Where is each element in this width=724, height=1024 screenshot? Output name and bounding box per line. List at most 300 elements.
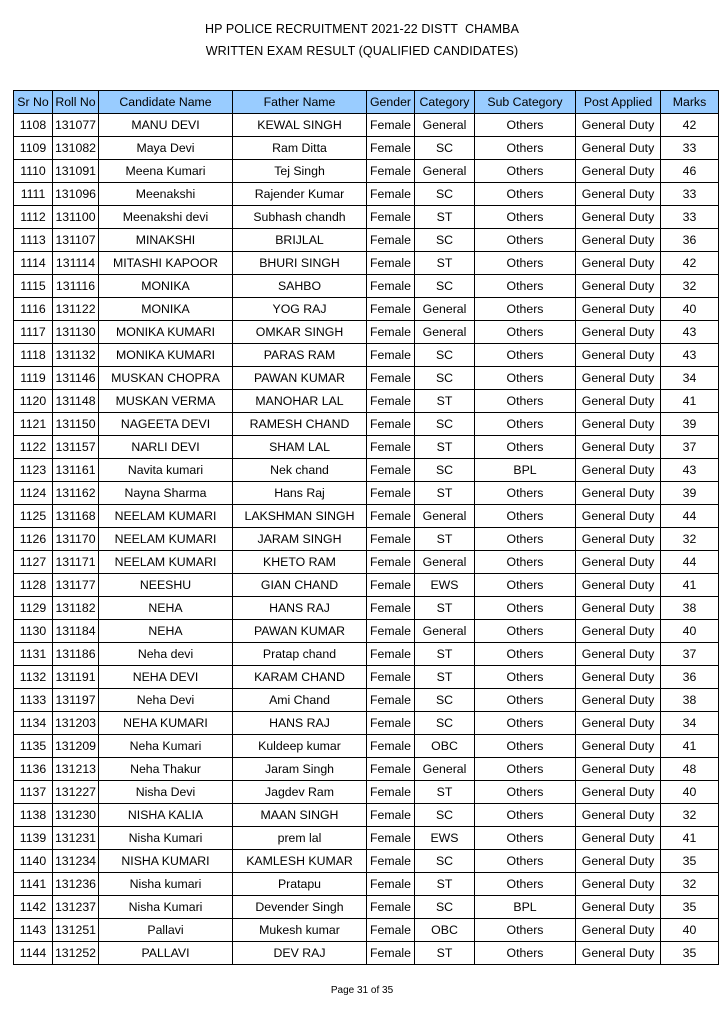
father-name-cell: SAHBO	[233, 275, 367, 298]
candidate-name-cell: MUSKAN VERMA	[99, 390, 233, 413]
roll-no-cell: 131177	[53, 574, 99, 597]
table-row	[14, 505, 719, 528]
post-applied-cell: General Duty	[576, 620, 661, 643]
table-row	[14, 735, 719, 758]
roll-no-cell: 131091	[53, 160, 99, 183]
post-applied-cell: General Duty	[576, 551, 661, 574]
candidate-name-cell: Neha Devi	[99, 689, 233, 712]
table-row	[14, 183, 719, 206]
marks-cell: 36	[661, 229, 719, 252]
sub-category-cell: Others	[475, 850, 576, 873]
post-applied-cell: General Duty	[576, 229, 661, 252]
table-row	[14, 758, 719, 781]
marks-cell: 33	[661, 183, 719, 206]
gender-cell: Female	[367, 689, 415, 712]
sr-no-cell: 1140	[14, 850, 53, 873]
gender-cell: Female	[367, 344, 415, 367]
post-applied-cell: General Duty	[576, 252, 661, 275]
gender-cell: Female	[367, 919, 415, 942]
gender-cell: Female	[367, 781, 415, 804]
roll-no-cell: 131161	[53, 459, 99, 482]
header-row	[14, 91, 719, 114]
roll-no-cell: 131182	[53, 597, 99, 620]
roll-no-cell: 131230	[53, 804, 99, 827]
sub-category-cell: Others	[475, 942, 576, 965]
post-applied-cell: General Duty	[576, 735, 661, 758]
table-row	[14, 528, 719, 551]
father-name-cell: Jagdev Ram	[233, 781, 367, 804]
post-applied-cell: General Duty	[576, 574, 661, 597]
roll-no-cell: 131130	[53, 321, 99, 344]
candidate-name-cell: NEELAM KUMARI	[99, 528, 233, 551]
father-name-cell: Mukesh kumar	[233, 919, 367, 942]
sub-category-cell: Others	[475, 275, 576, 298]
table-row	[14, 919, 719, 942]
post-applied-cell: General Duty	[576, 666, 661, 689]
roll-no-cell: 131116	[53, 275, 99, 298]
gender-cell: Female	[367, 206, 415, 229]
category-cell: SC	[415, 229, 475, 252]
father-name-cell: Hans Raj	[233, 482, 367, 505]
table-row	[14, 413, 719, 436]
post-applied-cell: General Duty	[576, 528, 661, 551]
gender-cell: Female	[367, 712, 415, 735]
category-cell: ST	[415, 252, 475, 275]
sr-no-cell: 1131	[14, 643, 53, 666]
marks-cell: 40	[661, 919, 719, 942]
marks-cell: 32	[661, 804, 719, 827]
father-name-cell: LAKSHMAN SINGH	[233, 505, 367, 528]
post-applied-cell: General Duty	[576, 942, 661, 965]
father-name-cell: KHETO RAM	[233, 551, 367, 574]
marks-cell: 48	[661, 758, 719, 781]
father-name-cell: JARAM SINGH	[233, 528, 367, 551]
sr-no-cell: 1135	[14, 735, 53, 758]
gender-cell: Female	[367, 298, 415, 321]
roll-no-cell: 131096	[53, 183, 99, 206]
marks-cell: 42	[661, 114, 719, 137]
roll-no-cell: 131213	[53, 758, 99, 781]
column-header-sub-category: Sub Category	[475, 91, 576, 114]
table-row	[14, 114, 719, 137]
father-name-cell: KEWAL SINGH	[233, 114, 367, 137]
marks-cell: 34	[661, 712, 719, 735]
father-name-cell: MANOHAR LAL	[233, 390, 367, 413]
roll-no-cell: 131114	[53, 252, 99, 275]
sub-category-cell: Others	[475, 229, 576, 252]
category-cell: SC	[415, 275, 475, 298]
gender-cell: Female	[367, 275, 415, 298]
sub-category-cell: Others	[475, 298, 576, 321]
table-row	[14, 229, 719, 252]
gender-cell: Female	[367, 896, 415, 919]
father-name-cell: Pratapu	[233, 873, 367, 896]
candidate-name-cell: Neha Thakur	[99, 758, 233, 781]
category-cell: ST	[415, 666, 475, 689]
column-header-roll-no: Roll No	[53, 91, 99, 114]
post-applied-cell: General Duty	[576, 275, 661, 298]
table-row	[14, 459, 719, 482]
gender-cell: Female	[367, 850, 415, 873]
father-name-cell: DEV RAJ	[233, 942, 367, 965]
roll-no-cell: 131150	[53, 413, 99, 436]
category-cell: SC	[415, 689, 475, 712]
sub-category-cell: Others	[475, 344, 576, 367]
roll-no-cell: 131236	[53, 873, 99, 896]
candidate-name-cell: Neha Kumari	[99, 735, 233, 758]
marks-cell: 35	[661, 896, 719, 919]
category-cell: EWS	[415, 827, 475, 850]
sr-no-cell: 1121	[14, 413, 53, 436]
candidate-name-cell: MUSKAN CHOPRA	[99, 367, 233, 390]
table-row	[14, 643, 719, 666]
table-row	[14, 344, 719, 367]
table-row	[14, 873, 719, 896]
category-cell: OBC	[415, 735, 475, 758]
gender-cell: Female	[367, 597, 415, 620]
gender-cell: Female	[367, 321, 415, 344]
category-cell: ST	[415, 206, 475, 229]
sr-no-cell: 1112	[14, 206, 53, 229]
sr-no-cell: 1110	[14, 160, 53, 183]
roll-no-cell: 131234	[53, 850, 99, 873]
sub-category-cell: Others	[475, 873, 576, 896]
father-name-cell: Rajender Kumar	[233, 183, 367, 206]
candidate-name-cell: Meena Kumari	[99, 160, 233, 183]
table-row	[14, 597, 719, 620]
father-name-cell: RAMESH CHAND	[233, 413, 367, 436]
sub-category-cell: Others	[475, 689, 576, 712]
candidate-name-cell: Pallavi	[99, 919, 233, 942]
sr-no-cell: 1122	[14, 436, 53, 459]
sr-no-cell: 1130	[14, 620, 53, 643]
candidate-name-cell: NEHA	[99, 597, 233, 620]
candidate-name-cell: NISHA KUMARI	[99, 850, 233, 873]
table-row	[14, 666, 719, 689]
gender-cell: Female	[367, 413, 415, 436]
table-row	[14, 896, 719, 919]
roll-no-cell: 131203	[53, 712, 99, 735]
post-applied-cell: General Duty	[576, 344, 661, 367]
sr-no-cell: 1124	[14, 482, 53, 505]
column-header-gender: Gender	[367, 91, 415, 114]
roll-no-cell: 131107	[53, 229, 99, 252]
father-name-cell: GIAN CHAND	[233, 574, 367, 597]
roll-no-cell: 131252	[53, 942, 99, 965]
marks-cell: 36	[661, 666, 719, 689]
roll-no-cell: 131077	[53, 114, 99, 137]
gender-cell: Female	[367, 367, 415, 390]
sr-no-cell: 1119	[14, 367, 53, 390]
post-applied-cell: General Duty	[576, 137, 661, 160]
candidate-name-cell: Maya Devi	[99, 137, 233, 160]
gender-cell: Female	[367, 942, 415, 965]
sub-category-cell: Others	[475, 413, 576, 436]
table-body	[14, 114, 719, 965]
sr-no-cell: 1128	[14, 574, 53, 597]
marks-cell: 38	[661, 689, 719, 712]
table-row	[14, 689, 719, 712]
sr-no-cell: 1136	[14, 758, 53, 781]
table-row	[14, 942, 719, 965]
category-cell: SC	[415, 850, 475, 873]
marks-cell: 32	[661, 873, 719, 896]
marks-cell: 41	[661, 574, 719, 597]
roll-no-cell: 131237	[53, 896, 99, 919]
category-cell: ST	[415, 436, 475, 459]
sub-category-cell: Others	[475, 781, 576, 804]
sr-no-cell: 1142	[14, 896, 53, 919]
marks-cell: 38	[661, 597, 719, 620]
gender-cell: Female	[367, 436, 415, 459]
sub-category-cell: Others	[475, 735, 576, 758]
sub-category-cell: Others	[475, 804, 576, 827]
sr-no-cell: 1138	[14, 804, 53, 827]
marks-cell: 37	[661, 643, 719, 666]
father-name-cell: PAWAN KUMAR	[233, 620, 367, 643]
candidate-name-cell: MONIKA	[99, 298, 233, 321]
father-name-cell: Ram Ditta	[233, 137, 367, 160]
post-applied-cell: General Duty	[576, 505, 661, 528]
category-cell: ST	[415, 781, 475, 804]
marks-cell: 33	[661, 206, 719, 229]
table-row	[14, 436, 719, 459]
sr-no-cell: 1125	[14, 505, 53, 528]
post-applied-cell: General Duty	[576, 367, 661, 390]
roll-no-cell: 131186	[53, 643, 99, 666]
post-applied-cell: General Duty	[576, 321, 661, 344]
roll-no-cell: 131170	[53, 528, 99, 551]
marks-cell: 39	[661, 482, 719, 505]
category-cell: EWS	[415, 574, 475, 597]
table-row	[14, 574, 719, 597]
marks-cell: 43	[661, 344, 719, 367]
category-cell: SC	[415, 804, 475, 827]
category-cell: ST	[415, 643, 475, 666]
sub-category-cell: Others	[475, 160, 576, 183]
post-applied-cell: General Duty	[576, 482, 661, 505]
candidate-name-cell: NAGEETA DEVI	[99, 413, 233, 436]
category-cell: ST	[415, 873, 475, 896]
gender-cell: Female	[367, 620, 415, 643]
sub-category-cell: Others	[475, 712, 576, 735]
table-row	[14, 298, 719, 321]
column-header-sr-no: Sr No	[14, 91, 53, 114]
marks-cell: 44	[661, 505, 719, 528]
table-row	[14, 137, 719, 160]
sr-no-cell: 1133	[14, 689, 53, 712]
father-name-cell: Nek chand	[233, 459, 367, 482]
sr-no-cell: 1118	[14, 344, 53, 367]
gender-cell: Female	[367, 482, 415, 505]
category-cell: SC	[415, 137, 475, 160]
sr-no-cell: 1113	[14, 229, 53, 252]
sr-no-cell: 1120	[14, 390, 53, 413]
candidate-name-cell: NEHA DEVI	[99, 666, 233, 689]
column-header-marks: Marks	[661, 91, 719, 114]
roll-no-cell: 131231	[53, 827, 99, 850]
post-applied-cell: General Duty	[576, 459, 661, 482]
roll-no-cell: 131191	[53, 666, 99, 689]
roll-no-cell: 131100	[53, 206, 99, 229]
category-cell: OBC	[415, 919, 475, 942]
sr-no-cell: 1108	[14, 114, 53, 137]
father-name-cell: BHURI SINGH	[233, 252, 367, 275]
sr-no-cell: 1141	[14, 873, 53, 896]
category-cell: SC	[415, 459, 475, 482]
results-table	[13, 90, 719, 965]
table-row	[14, 551, 719, 574]
candidate-name-cell: NEHA	[99, 620, 233, 643]
sub-category-cell: Others	[475, 597, 576, 620]
roll-no-cell: 131197	[53, 689, 99, 712]
post-applied-cell: General Duty	[576, 850, 661, 873]
post-applied-cell: General Duty	[576, 298, 661, 321]
sub-category-cell: Others	[475, 482, 576, 505]
gender-cell: Female	[367, 252, 415, 275]
marks-cell: 41	[661, 735, 719, 758]
table-row	[14, 620, 719, 643]
category-cell: SC	[415, 344, 475, 367]
sub-category-cell: Others	[475, 643, 576, 666]
marks-cell: 42	[661, 252, 719, 275]
table-row	[14, 275, 719, 298]
gender-cell: Female	[367, 643, 415, 666]
gender-cell: Female	[367, 827, 415, 850]
sub-category-cell: Others	[475, 919, 576, 942]
gender-cell: Female	[367, 735, 415, 758]
category-cell: SC	[415, 712, 475, 735]
roll-no-cell: 131122	[53, 298, 99, 321]
roll-no-cell: 131146	[53, 367, 99, 390]
candidate-name-cell: Neha devi	[99, 643, 233, 666]
sr-no-cell: 1143	[14, 919, 53, 942]
table-row	[14, 367, 719, 390]
sub-category-cell: BPL	[475, 459, 576, 482]
sr-no-cell: 1134	[14, 712, 53, 735]
sub-category-cell: Others	[475, 758, 576, 781]
marks-cell: 35	[661, 850, 719, 873]
roll-no-cell: 131132	[53, 344, 99, 367]
sr-no-cell: 1132	[14, 666, 53, 689]
father-name-cell: KARAM CHAND	[233, 666, 367, 689]
marks-cell: 34	[661, 367, 719, 390]
father-name-cell: Devender Singh	[233, 896, 367, 919]
category-cell: ST	[415, 597, 475, 620]
sub-category-cell: Others	[475, 505, 576, 528]
post-applied-cell: General Duty	[576, 597, 661, 620]
roll-no-cell: 131184	[53, 620, 99, 643]
gender-cell: Female	[367, 390, 415, 413]
marks-cell: 37	[661, 436, 719, 459]
document-title: HP POLICE RECRUITMENT 2021-22 DISTT CHAMBA	[204, 22, 520, 36]
sr-no-cell: 1129	[14, 597, 53, 620]
father-name-cell: Ami Chand	[233, 689, 367, 712]
father-name-cell: Kuldeep kumar	[233, 735, 367, 758]
post-applied-cell: General Duty	[576, 114, 661, 137]
father-name-cell: KAMLESH KUMAR	[233, 850, 367, 873]
marks-cell: 40	[661, 620, 719, 643]
candidate-name-cell: NARLI DEVI	[99, 436, 233, 459]
father-name-cell: prem lal	[233, 827, 367, 850]
candidate-name-cell: NEHA KUMARI	[99, 712, 233, 735]
marks-cell: 43	[661, 459, 719, 482]
father-name-cell: Tej Singh	[233, 160, 367, 183]
table-row	[14, 206, 719, 229]
father-name-cell: PARAS RAM	[233, 344, 367, 367]
post-applied-cell: General Duty	[576, 758, 661, 781]
marks-cell: 40	[661, 298, 719, 321]
table-row	[14, 850, 719, 873]
sr-no-cell: 1111	[14, 183, 53, 206]
post-applied-cell: General Duty	[576, 689, 661, 712]
candidate-name-cell: Nisha Devi	[99, 781, 233, 804]
sub-category-cell: Others	[475, 114, 576, 137]
gender-cell: Female	[367, 160, 415, 183]
post-applied-cell: General Duty	[576, 643, 661, 666]
candidate-name-cell: NEELAM KUMARI	[99, 505, 233, 528]
category-cell: General	[415, 620, 475, 643]
table-row	[14, 252, 719, 275]
category-cell: SC	[415, 896, 475, 919]
category-cell: General	[415, 551, 475, 574]
gender-cell: Female	[367, 229, 415, 252]
post-applied-cell: General Duty	[576, 712, 661, 735]
gender-cell: Female	[367, 183, 415, 206]
candidate-name-cell: NEELAM KUMARI	[99, 551, 233, 574]
candidate-name-cell: MONIKA KUMARI	[99, 321, 233, 344]
post-applied-cell: General Duty	[576, 919, 661, 942]
father-name-cell: YOG RAJ	[233, 298, 367, 321]
sr-no-cell: 1114	[14, 252, 53, 275]
father-name-cell: PAWAN KUMAR	[233, 367, 367, 390]
category-cell: General	[415, 298, 475, 321]
candidate-name-cell: Meenakshi	[99, 183, 233, 206]
sub-category-cell: Others	[475, 620, 576, 643]
candidate-name-cell: NISHA KALIA	[99, 804, 233, 827]
gender-cell: Female	[367, 804, 415, 827]
father-name-cell: Jaram Singh	[233, 758, 367, 781]
table-row	[14, 804, 719, 827]
gender-cell: Female	[367, 459, 415, 482]
gender-cell: Female	[367, 758, 415, 781]
marks-cell: 43	[661, 321, 719, 344]
marks-cell: 46	[661, 160, 719, 183]
category-cell: ST	[415, 482, 475, 505]
father-name-cell: HANS RAJ	[233, 712, 367, 735]
sub-category-cell: Others	[475, 206, 576, 229]
column-header-father-name: Father Name	[233, 91, 367, 114]
candidate-name-cell: Meenakshi devi	[99, 206, 233, 229]
sub-category-cell: Others	[475, 528, 576, 551]
father-name-cell: HANS RAJ	[233, 597, 367, 620]
marks-cell: 39	[661, 413, 719, 436]
sub-category-cell: Others	[475, 252, 576, 275]
gender-cell: Female	[367, 114, 415, 137]
roll-no-cell: 131227	[53, 781, 99, 804]
sr-no-cell: 1115	[14, 275, 53, 298]
gender-cell: Female	[367, 873, 415, 896]
category-cell: ST	[415, 528, 475, 551]
post-applied-cell: General Duty	[576, 896, 661, 919]
father-name-cell: SHAM LAL	[233, 436, 367, 459]
candidate-name-cell: MINAKSHI	[99, 229, 233, 252]
table-row	[14, 827, 719, 850]
post-applied-cell: General Duty	[576, 390, 661, 413]
sub-category-cell: Others	[475, 367, 576, 390]
post-applied-cell: General Duty	[576, 160, 661, 183]
column-header-category: Category	[415, 91, 475, 114]
